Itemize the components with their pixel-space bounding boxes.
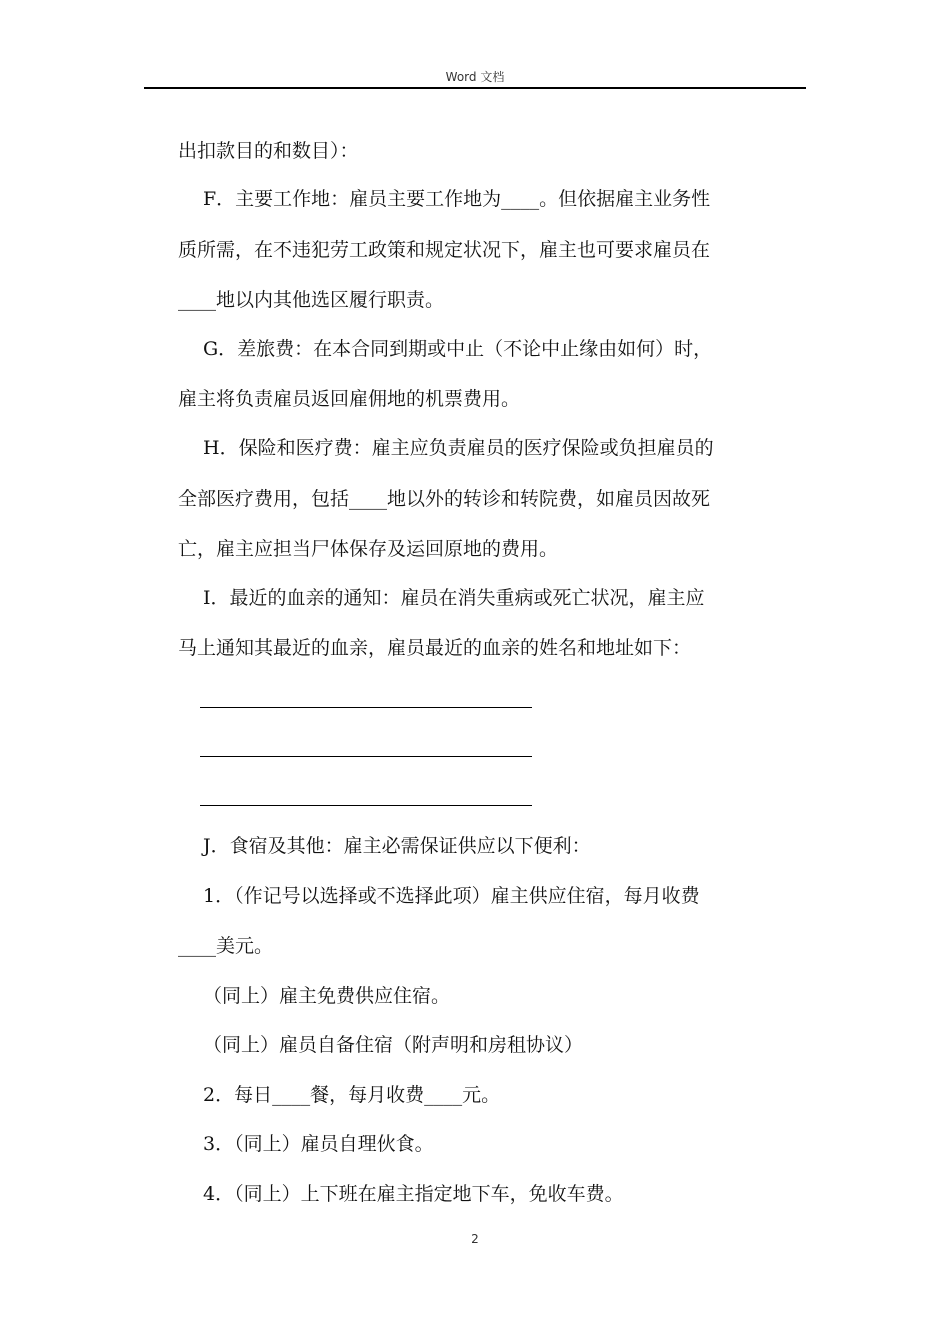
text-line: 1．（作记号以选择或不选择此项）雇主供应住宿，每月收费 [203,885,700,907]
text-line: ____地以内其他选区履行职责。 [178,289,445,311]
blank-fill-line [200,756,532,757]
text-line: 全部医疗费用，包括____地以外的转诊和转院费，如雇员因故死 [178,488,711,510]
text-line: I．最近的血亲的通知：雇员在消失重病或死亡状况，雇主应 [203,587,705,609]
text-line: J．食宿及其他：雇主必需保证供应以下便利： [203,835,591,857]
page-number: 2 [471,1232,479,1246]
blank-fill-line [200,805,532,806]
text-line: ____美元。 [178,935,274,957]
text-line: （同上）雇主免费供应住宿。 [203,985,451,1007]
page-header: Word 文档 [445,70,505,84]
text-line: （同上）雇员自备住宿（附声明和房租协议） [203,1034,584,1056]
text-line: 马上通知其最近的血亲，雇员最近的血亲的姓名和地址如下： [178,637,692,659]
text-line: 4．（同上）上下班在雇主指定地下车，免收车费。 [203,1183,624,1205]
text-line: H．保险和医疗费：雇主应负责雇员的医疗保险或负担雇员的 [203,437,714,459]
text-line: 雇主将负责雇员返回雇佣地的机票费用。 [178,388,521,410]
blank-fill-line [200,707,532,708]
text-line: 出扣款目的和数目）： [178,140,359,162]
text-line: 2．每日____餐，每月收费____元。 [203,1084,501,1106]
text-line: 3．（同上）雇员自理伙食。 [203,1133,434,1155]
text-line: F．主要工作地：雇员主要工作地为____。但依据雇主业务性 [203,188,711,210]
text-line: 质所需，在不违犯劳工政策和规定状况下，雇主也可要求雇员在 [178,239,711,261]
text-line: G．差旅费：在本合同到期或中止（不论中止缘由如何）时， [203,338,713,360]
text-line: 亡，雇主应担当尸体保存及运回原地的费用。 [178,538,559,560]
header-divider [144,87,806,89]
